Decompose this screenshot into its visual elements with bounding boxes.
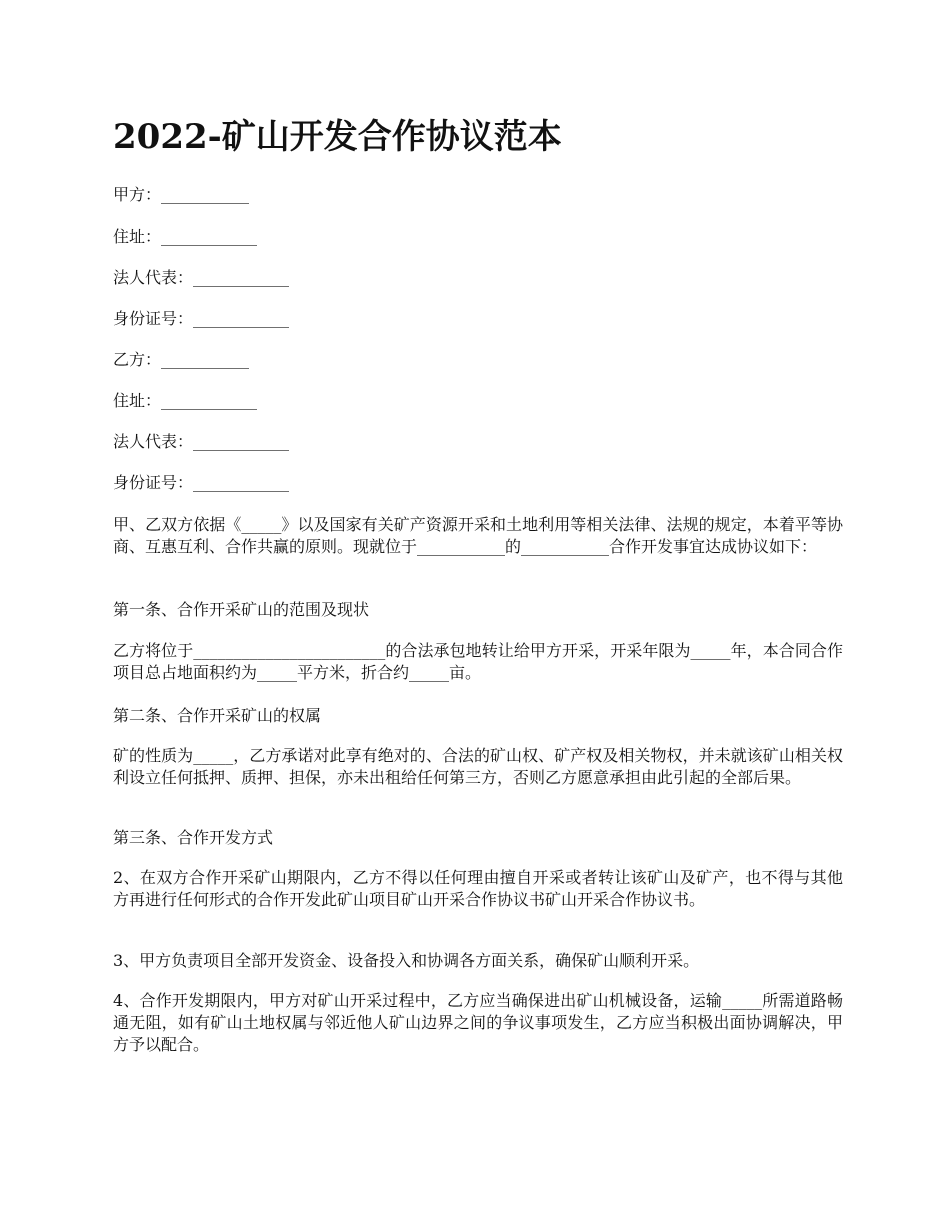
document-title: 2022-矿山开发合作协议范本 — [113, 117, 562, 157]
article3-clause4: 4、合作开发期限内，甲方对矿山开采过程中，乙方应当确保进出矿山机械设备，运输_____所需道路畅通无阻，如有矿山土地权属与邻近他人矿山边界之间的争议事项发生，乙方应当积极出面协调解决，甲方予以配合。 — [113, 991, 843, 1054]
article3-heading: 第三条、合作开发方式 — [113, 828, 274, 847]
article3-clause3: 3、甲方负责项目全部开发资金、设备投入和协调各方面关系，确保矿山顺利开采。 — [113, 951, 700, 970]
party-a-name-field: 甲方：___________ — [113, 185, 250, 204]
article2-body: 矿的性质为_____，乙方承诺对此享有绝对的、合法的矿山权、矿产权及相关物权，并未就该矿山相关权利设立任何抵押、质押、担保，亦未出租给任何第三方，否则乙方愿意承担由此引起的全部后果。 — [113, 746, 843, 787]
article1-body: 乙方将位于________________________的合法承包地转让给甲方开采，开采年限为_____年，本合同合作项目总占地面积约为_____平方米，折合约_____亩。 — [113, 641, 843, 682]
party-b-name-field: 乙方：___________ — [113, 350, 250, 369]
party-b-legal-rep-field: 法人代表：____________ — [113, 432, 290, 451]
article1-heading: 第一条、合作开采矿山的范围及现状 — [113, 600, 370, 619]
party-b-address-field: 住址：____________ — [113, 391, 258, 410]
party-a-legal-rep-field: 法人代表：____________ — [113, 268, 290, 287]
party-a-id-field: 身份证号：____________ — [113, 309, 290, 328]
party-b-id-field: 身份证号：____________ — [113, 473, 290, 492]
article3-clause2: 2、在双方合作开采矿山期限内，乙方不得以任何理由擅自开采或者转让该矿山及矿产，也不得与其他方再进行任何形式的合作开发此矿山项目矿山开采合作协议书矿山开采合作协议书。 — [113, 868, 843, 909]
party-a-address-field: 住址：____________ — [113, 227, 258, 246]
preamble-paragraph: 甲、乙双方依据《_____》以及国家有关矿产资源开采和土地利用等相关法律、法规的规定，本着平等协商、互惠互利、合作共赢的原则。现就位于___________的___________合作开发事宜达成协议如下： — [113, 515, 843, 556]
article2-heading: 第二条、合作开采矿山的权属 — [113, 706, 322, 725]
